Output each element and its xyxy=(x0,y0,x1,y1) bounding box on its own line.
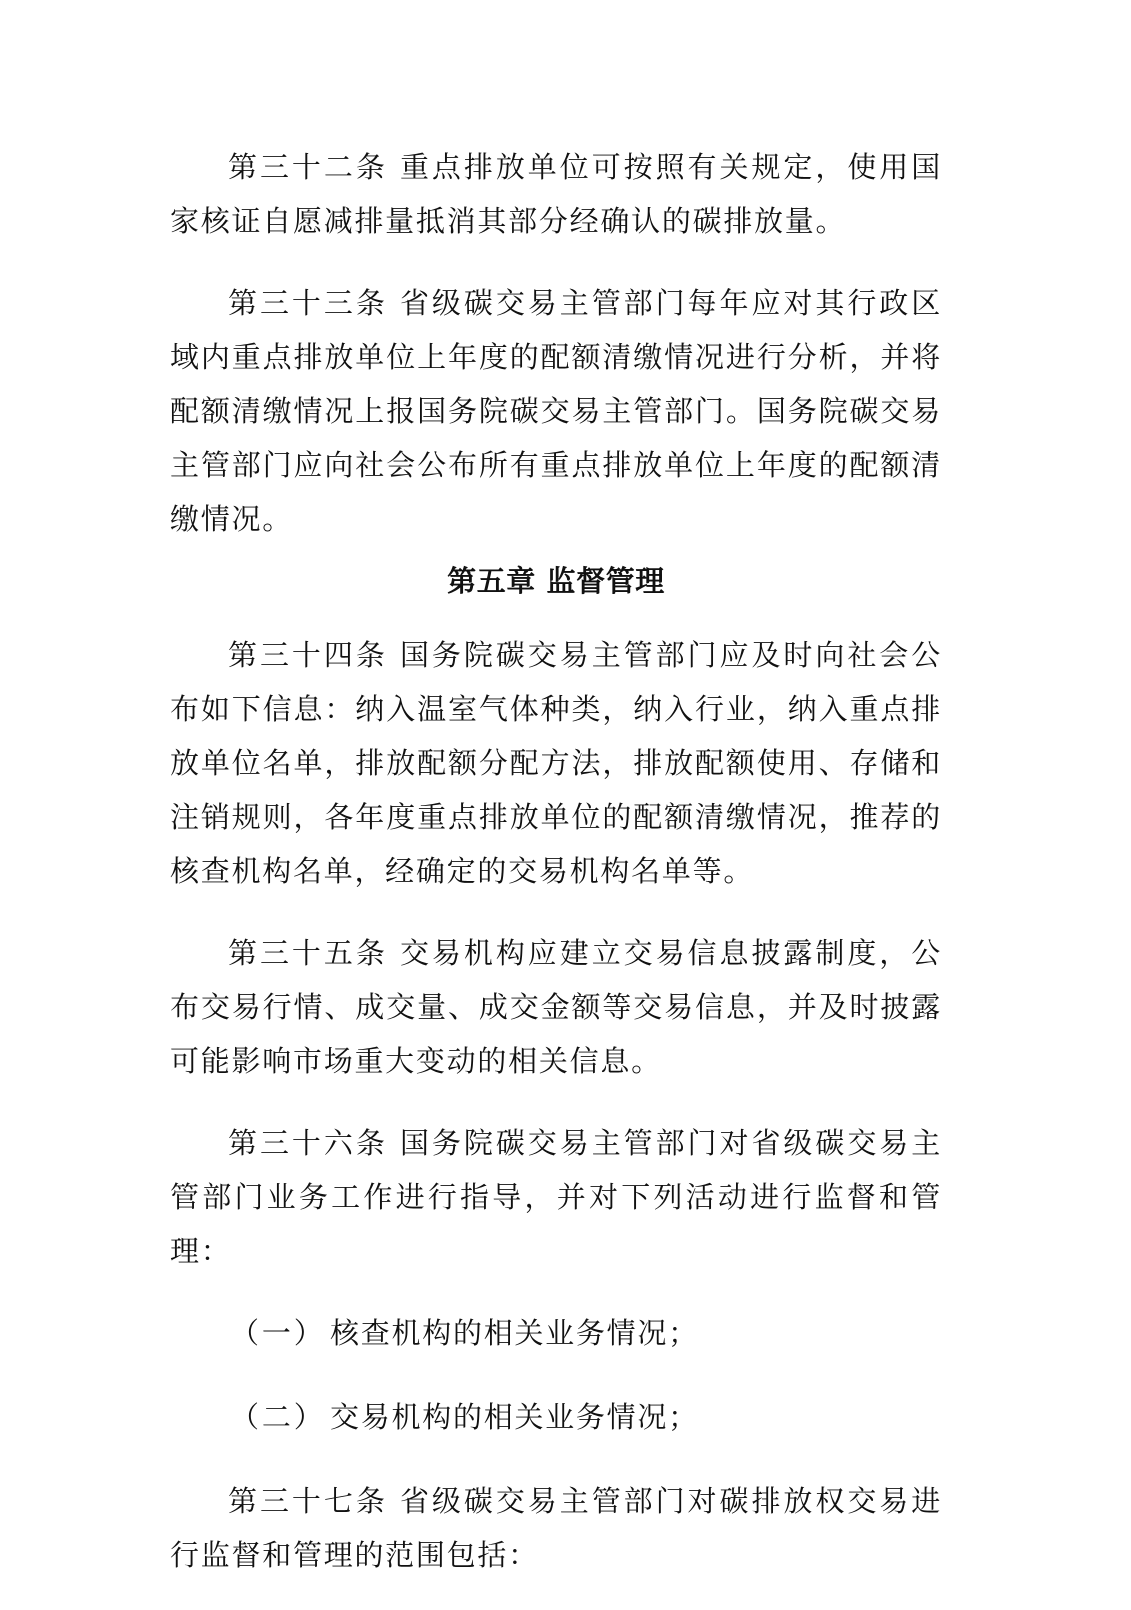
list-item-number: （二） xyxy=(230,1400,326,1434)
list-item-number: （一） xyxy=(230,1316,326,1350)
article-36: 第三十六条 国务院碳交易主管部门对省级碳交易主管部门业务工作进行指导，并对下列活动进行监督和管理： xyxy=(170,1126,942,1268)
article-35: 第三十五条 交易机构应建立交易信息披露制度，公布交易行情、成交量、成交金额等交易信息，并及时披露可能影响市场重大变动的相关信息。 xyxy=(170,936,942,1078)
list-item xyxy=(170,1306,942,1360)
list-item xyxy=(170,1390,942,1444)
list-item-text: 交易机构的相关业务情况； xyxy=(330,1400,699,1434)
article-33: 第三十三条 省级碳交易主管部门每年应对其行政区域内重点排放单位上年度的配额清缴情况进行分析，并将配额清缴情况上报国务院碳交易主管部门。国务院碳交易主管部门应向社会公布所有重点排放单位上年度的配额清缴情况。 xyxy=(170,286,942,536)
article-34: 第三十四条 国务院碳交易主管部门应及时向社会公布如下信息：纳入温室气体种类，纳入行业，纳入重点排放单位名单，排放配额分配方法，排放配额使用、存储和注销规则，各年度重点排放单位的配额清缴情况，推荐的核查机构名单，经确定的交易机构名单等。 xyxy=(170,638,942,888)
article-32: 第三十二条 重点排放单位可按照有关规定，使用国家核证自愿减排量抵消其部分经确认的碳排放量。 xyxy=(170,150,942,238)
list-item-text: 核查机构的相关业务情况； xyxy=(330,1316,699,1350)
article-37: 第三十七条 省级碳交易主管部门对碳排放权交易进行监督和管理的范围包括： xyxy=(170,1484,942,1572)
document-page xyxy=(170,140,942,1610)
chapter-5-heading: 第五章 监督管理 xyxy=(447,564,665,598)
